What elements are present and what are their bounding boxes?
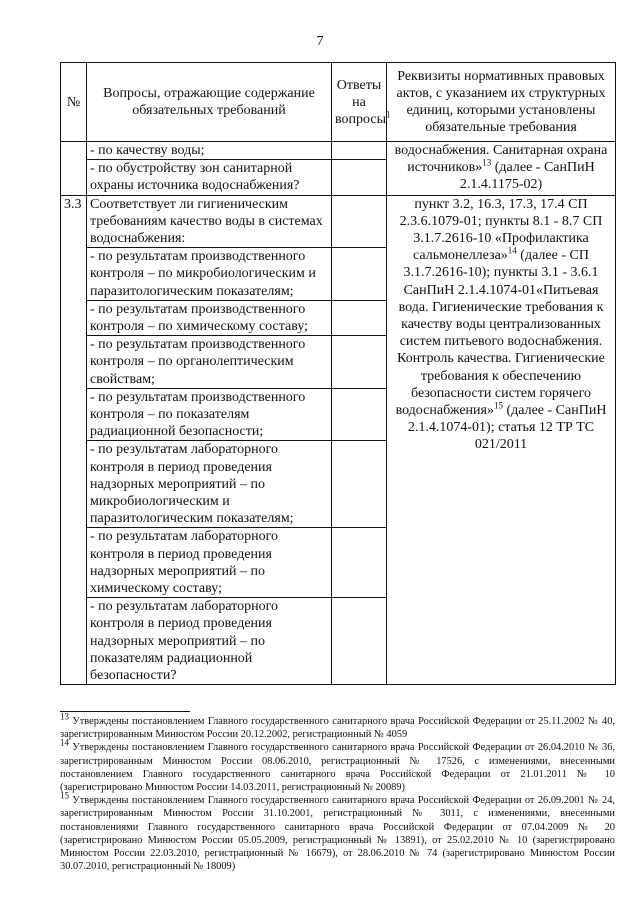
footnote-ref-14: 14	[507, 245, 517, 256]
requisites-text: (далее - СанПиН 2.1.4.1074-01); статья 12 ТР ТС 021/2011	[407, 403, 607, 453]
question-cell: - по результатам лабораторного контроля в период проведения надзорных мероприятий – по химическому составу;	[87, 528, 332, 598]
table-row	[61, 142, 616, 160]
footnote-separator	[60, 711, 190, 712]
question-cell: Соответствует ли гигиеническим требованиям качество воды в системах водоснабжения:	[87, 195, 332, 248]
footnote-ref-13: 13	[482, 157, 492, 168]
question-cell: - по результатам производственного контроля – по показателям радиационной безопасности;	[87, 388, 332, 441]
footnote-14	[60, 737, 615, 794]
table-row	[61, 195, 616, 248]
question-cell: - по результатам лабораторного контроля в период проведения надзорных мероприятий – по показателям радиационной безопасности?	[87, 598, 332, 685]
question-cell: - по результатам лабораторного контроля в период проведения надзорных мероприятий – по микробиологическим и паразитологическим показателям;	[87, 441, 332, 528]
footnotes	[60, 711, 615, 873]
header-answers-sup: 1	[385, 108, 391, 119]
answer-cell[interactable]	[332, 142, 387, 160]
footnote-text: Утверждены постановлением Главного государственного санитарного врача Российской Федерации от 26.04.2010 № 36, зарегистрированным Минюстом России 08.06.2010, регистрационный № 17526, с изменениями, внесенными постановлением Главного государственного санитарного врача Российской Федерации от 21.01.2011 № 10 (зарегистрировано Минюстом России 14.03.2011, регистрационный № 20089)	[60, 742, 615, 794]
footnote-ref-15: 15	[493, 400, 503, 411]
requisites-text: водоснабжения. Санитарная охрана источников»	[394, 143, 608, 176]
answer-cell[interactable]	[332, 160, 387, 195]
requisites-text: (далее - СанПиН 2.1.4.1175-02)	[459, 160, 595, 193]
footnote-text: Утверждены постановлением Главного государственного санитарного врача Российской Федерации от 25.11.2002 № 40, зарегистрированным Минюстом России 20.12.2002, регистрационный № 4059	[60, 716, 615, 741]
question-cell: - по результатам производственного контроля – по микробиологическим и паразитологическим показателям;	[87, 248, 332, 301]
answer-cell[interactable]	[332, 598, 387, 685]
footnote-num: 13	[60, 711, 69, 722]
answer-cell[interactable]	[332, 300, 387, 335]
table-header-row	[61, 63, 616, 142]
header-num: №	[61, 63, 87, 142]
requirements-table	[60, 62, 616, 685]
requisites-cell	[387, 195, 616, 685]
answer-cell[interactable]	[332, 388, 387, 441]
row-num: 3.3	[61, 195, 87, 685]
answer-cell[interactable]	[332, 195, 387, 248]
answer-cell[interactable]	[332, 528, 387, 598]
header-questions: Вопросы, отражающие содержание обязательных требований	[87, 63, 332, 142]
header-answers-text: Ответы на вопросы	[335, 77, 386, 127]
footnote-num: 15	[60, 790, 69, 801]
page-number: 7	[316, 34, 324, 49]
header-answers	[332, 63, 391, 142]
footnote-13	[60, 711, 615, 741]
requisites-text: пункт 3.2, 16.3, 17.3, 17.4 СП 2.3.6.1079-01; пункты 8.1 - 8.7 СП 3.1.7.2616-10 «Профилактика сальмонеллеза»	[399, 196, 603, 264]
requisites-text: (далее - СП 3.1.7.2616-10); пункты 3.1 - 3.6.1 СанПиН 2.1.4.1074-01«Питьевая вода. Гигиенические требования к качеству воды централизованных систем питьевого водоснабжения. Контроль качества. Гигиенические требования к обеспечению безопасности систем горячего водоснабжения»	[395, 248, 605, 419]
answer-cell[interactable]	[332, 441, 387, 528]
footnote-num: 14	[60, 737, 69, 748]
footnote-15	[60, 790, 615, 873]
answer-cell[interactable]	[332, 336, 387, 389]
question-cell: - по обустройству зон санитарной охраны источника водоснабжения?	[87, 160, 332, 195]
question-cell: - по результатам производственного контроля – по химическому составу;	[87, 300, 332, 335]
row-num-empty	[61, 142, 87, 196]
question-cell: - по качеству воды;	[87, 142, 332, 160]
footnote-text: Утверждены постановлением Главного государственного санитарного врача Российской Федерации от 26.09.2001 № 24, зарегистрированным Минюстом России 31.10.2001, регистрационный № 3011, с изменениями, внесенными постановлениями Главного государственного санитарного врача Российской Федерации от 07.04.2009 № 20 (зарегистрировано Минюстом России 05.05.2009, регистрационный № 13891), от 25.02.2010 № 10 (зарегистрировано Минюстом России 22.03.2010, регистрационный № 16679), от 28.06.2010 № 74 (зарегистрировано Минюстом России 30.07.2010, регистрационный № 18009)	[60, 795, 615, 873]
answer-cell[interactable]	[332, 248, 387, 301]
requisites-cell	[387, 142, 616, 196]
header-requisites: Реквизиты нормативных правовых актов, с указанием их структурных единиц, которыми установлены обязательные требования	[387, 63, 616, 142]
question-cell: - по результатам производственного контроля – по органолептическим свойствам;	[87, 336, 332, 389]
